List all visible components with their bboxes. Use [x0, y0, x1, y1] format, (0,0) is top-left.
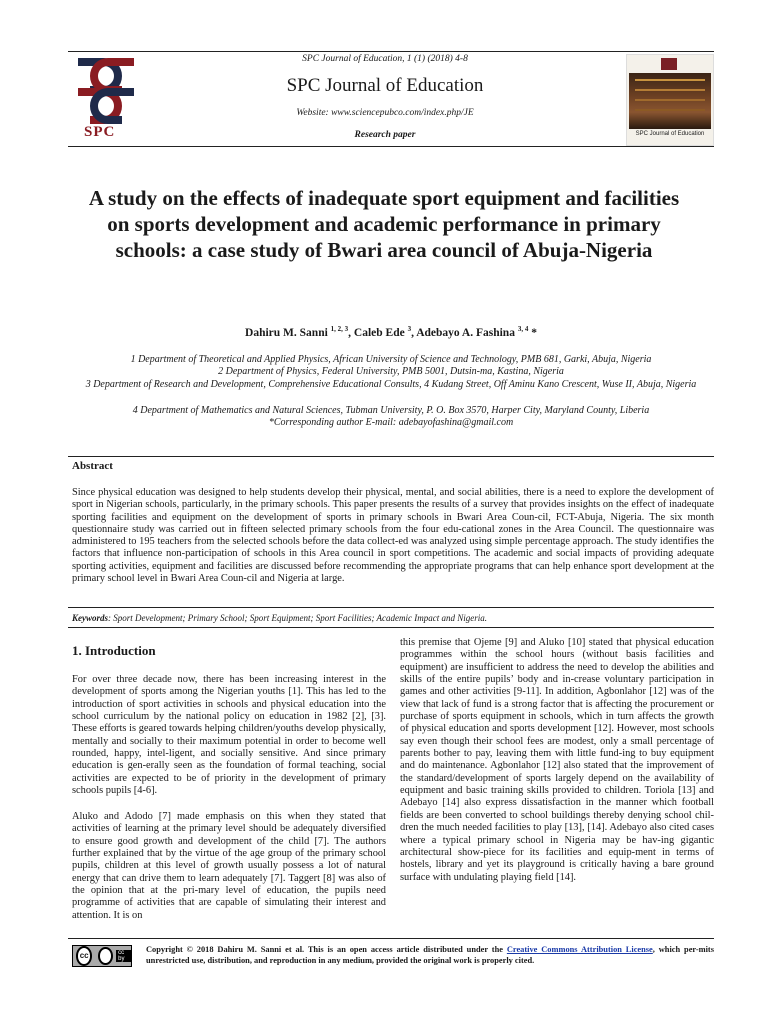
- cover-library-photo: [629, 73, 711, 129]
- affiliation-2: 2 Department of Physics, Federal University, PMB 5001, Dutsin-ma, Kastina, Nigeria: [218, 366, 564, 377]
- cc-by-license-icon: [72, 945, 132, 967]
- paper-title: A study on the effects of inadequate sport equipment and facilities on sports development and academic performance in primary schools: a case study of Bwari area council of Abuja-Nigeria: [88, 186, 680, 262]
- corresponding-author: *Corresponding author E-mail: adebayofashina@gmail.com: [268, 417, 514, 428]
- cover-logo-icon: [661, 58, 677, 70]
- by-person-icon: [98, 947, 113, 965]
- paper-type: Research paper: [354, 130, 416, 140]
- cc-license-link[interactable]: Creative Commons Attribution License: [506, 945, 653, 954]
- abstract-text: Since physical education was designed to help students develop their physical, mental, and social abilities, there is a need to explore the development of sport in Nigerian schools, particularly, in the primary schools. This paper presents the results of a survey that provides insights on the effect of inadequate sporting facilities and equipment on the development of sports in primary schools in Bwari Area Coun-cil, FCT-Abuja, Nigeria. The six month questionnaire study was carried out in fifteen selected primary schools from the four edu-cational zones in the Area Council. The questionnaire was administered to 195 teachers from the selected schools before the data collect-ed was analyzed using simple percentage approach. The study identifies the factors that influence non-participation of schools in this Area council in sport competitions. The academic and social impacts of providing adequate sporting activities, equipment and facilities are discussed before recommending the appropriate programs that can help enhance sport development at the primary school level in Bwari Area Coun-cil and Nigeria at large.: [72, 487, 714, 585]
- keywords-bottom-rule: [68, 627, 714, 628]
- keywords-top-rule: [68, 607, 714, 608]
- authors: Dahiru M. Sanni $^{1, 2, 3}$, Caleb Ede $^3$, Adebayo A. Fashina $^{3, 4}$ *: [245, 325, 537, 339]
- spc-logo: [70, 56, 142, 144]
- affiliation-3: 3 Department of Research and Development, Comprehensive Educational Consults, 4 Kudang Street, Off Aminu Kano Crescent, Wuse II, Abuja, Nigeria: [85, 379, 697, 390]
- intro-left-para-2: Aluko and Adodo [7] made emphasis on this when they stated that activities of learning at the primary level should be adequately diversified to ensure good growth and development of the child [7]. The authors further explained that by the virtue of the age group of the primary school pupils, children at this level of growth usually possess a lot of natural energy that can drive them to learn adequately [7]. Taggert [8] was also of the opinion that at the pri-mary level of education, the pupils need programme of activities that are capable of simulating their interest and attention. It is on: [72, 811, 386, 921]
- intro-right-para: this premise that Ojeme [9] and Aluko [10] stated that physical education programmes within the school hours (without basis facilities and equipment) are insufficient to address the need to develop the abilities and skills of the entire pupils’ body and in-crease voluntary participation in games and other activities [9-11]. In addition, Agbonlahor [12] was of the view that lack of fund is a strong factor that is affecting the procurement or purchase of sports equipment in schools, which in turn affects the growth of physical education and sports development [12]. However, most schools say even though their school fees are modest, only a small percentage of parents bother to pay, leaving them with little fund-ing to buy equipment and do maintenance. Agbonlahor [12] also stated that the improvement of the standard/development of sports largely depend on the availability of equipment and basic training skills provided to children. Toriola [13] and Adebayo [14] also express dissatisfaction in the manner which football fields are been converted to school buildings thereby denying school chil-dren the much needed facilities to play [13], [14]. Adebayo also cited cases where a typical primary school in Nigeria may be hav-ing gigantic architectural show-piece for its facilities and equip-ment in terms of hostels, library and yet its playground is critically having a bare ground surface with undulating playing field [14].: [400, 637, 714, 883]
- abstract-top-rule: [68, 456, 714, 457]
- affiliation-1: 1 Department of Theoretical and Applied Physics, African University of Science and Technology, PMB 681, Garki, Abuja, Nigeria: [130, 354, 652, 365]
- cover-caption: SPC Journal of Education: [635, 131, 705, 137]
- header-top-rule: [68, 51, 714, 52]
- abstract-heading: Abstract: [72, 460, 113, 472]
- header-bottom-rule: [68, 146, 714, 147]
- journal-name: SPC Journal of Education: [286, 75, 484, 96]
- journal-citation: SPC Journal of Education, 1 (1) (2018) 4-8: [302, 54, 468, 64]
- cc-circle-icon: cc: [76, 946, 92, 966]
- license-badge-text: cc by: [116, 950, 131, 962]
- journal-cover-image: [626, 54, 714, 146]
- keywords-text: : Sport Development; Primary School; Sport Equipment; Sport Facilities; Academic Impact and Nigeria.: [108, 613, 488, 623]
- section-heading-introduction: 1. Introduction: [72, 643, 156, 658]
- keywords: [72, 613, 487, 623]
- journal-website: Website: www.sciencepubco.com/index.php/JE: [296, 108, 474, 118]
- intro-left-para-1: For over three decade now, there has been increasing interest in the development of sports among the Nigerian youths [1]. This has led to the introduction of sport activities in schools and physical education into the school curriculum by the national policy on education in 1982 [2], [3]. These efforts is geared towards helping children/youths develop physically, mentally and socially to their maximum potential in order to become well rounded, happy, intel-ligent, and socially sensitive. And since primary education is gen-erally seen as the foundation of formal teaching, social activities are expected to be of priority in the development of primary schools pupils [4-6].: [72, 674, 386, 797]
- copyright-notice: Copyright © 2018 Dahiru M. Sanni et al. This is an open access article distributed under the Creative Commons Attribution License, which per-mits unrestricted use, distribution, and reproduction in any medium, provided the original work is properly cited.: [146, 945, 714, 965]
- keywords-label: Keywords: [72, 613, 108, 623]
- affiliation-4: 4 Department of Mathematics and Natural Sciences, Tubman University, P. O. Box 3570, Harper City, Maryland County, Liberia: [132, 405, 650, 416]
- logo-text: SPC: [84, 124, 116, 140]
- footer-rule: [68, 938, 714, 939]
